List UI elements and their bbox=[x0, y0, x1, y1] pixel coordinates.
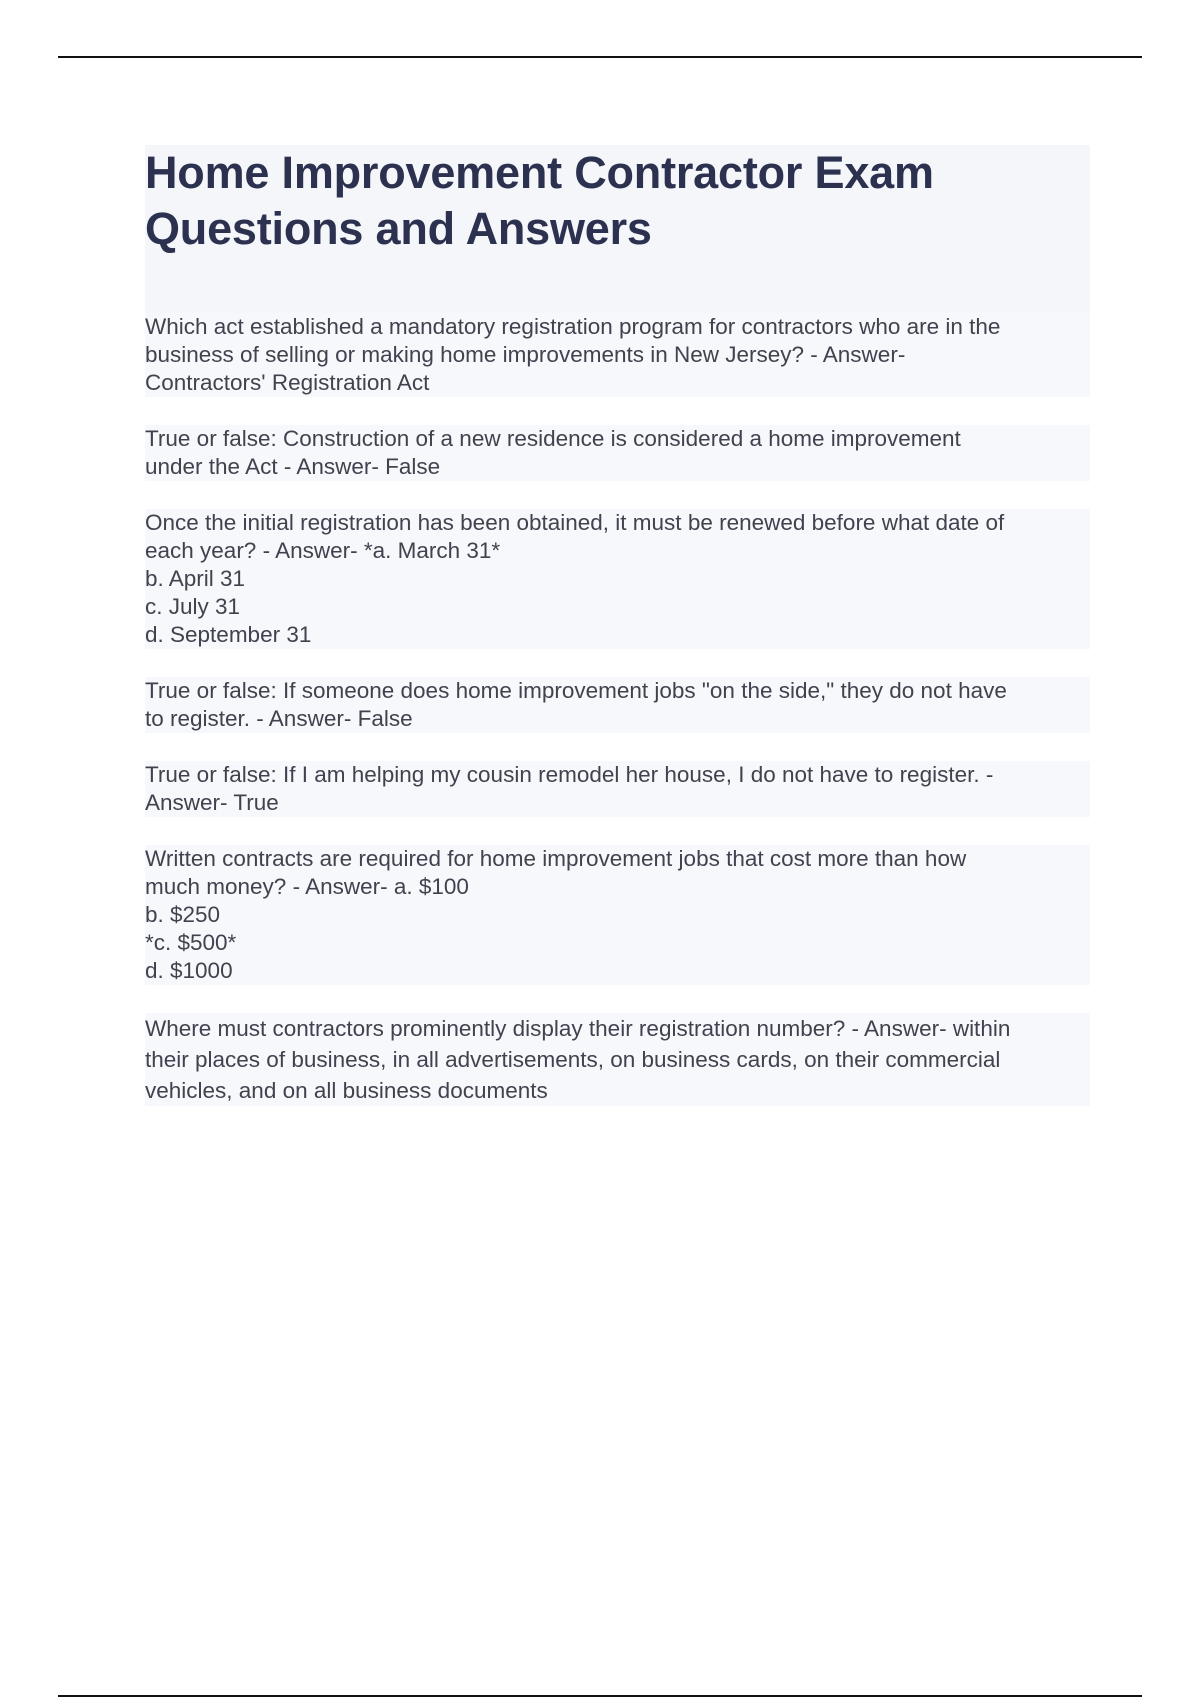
qa-line: under the Act - Answer- False bbox=[145, 454, 441, 479]
qa-list bbox=[145, 313, 1090, 1106]
qa-option: *c. $500* bbox=[145, 930, 237, 955]
qa-option: c. July 31 bbox=[145, 594, 241, 619]
qa-line: much money? - Answer- a. $100 bbox=[145, 874, 469, 899]
qa-item-3 bbox=[145, 509, 1090, 649]
qa-line: True or false: Construction of a new residence is considered a home improvement bbox=[145, 426, 961, 451]
page-top-rule bbox=[58, 56, 1142, 58]
qa-line: their places of business, in all advertisements, on business cards, on their commercial bbox=[145, 1047, 1001, 1072]
qa-item-6 bbox=[145, 845, 1090, 985]
qa-line: Where must contractors prominently display their registration number? - Answer- within bbox=[145, 1016, 1011, 1041]
qa-line: True or false: If I am helping my cousin remodel her house, I do not have to register. - bbox=[145, 762, 994, 787]
qa-item-5 bbox=[145, 761, 1090, 817]
qa-option: b. April 31 bbox=[145, 566, 246, 591]
title-block bbox=[145, 145, 1090, 313]
title-line-2: Questions and Answers bbox=[145, 203, 652, 254]
document-title bbox=[145, 145, 1090, 257]
qa-line: Written contracts are required for home improvement jobs that cost more than how bbox=[145, 846, 967, 871]
qa-line: Once the initial registration has been obtained, it must be renewed before what date of bbox=[145, 510, 1005, 535]
qa-line: True or false: If someone does home improvement jobs "on the side," they do not have bbox=[145, 678, 1007, 703]
document-body bbox=[145, 145, 1090, 1134]
qa-item-1 bbox=[145, 313, 1090, 397]
qa-line: vehicles, and on all business documents bbox=[145, 1078, 548, 1103]
qa-line: Which act established a mandatory registration program for contractors who are in the bbox=[145, 314, 1001, 339]
qa-option: d. $1000 bbox=[145, 958, 233, 983]
page-bottom-rule bbox=[58, 1695, 1142, 1697]
qa-line: to register. - Answer- False bbox=[145, 706, 413, 731]
title-line-1: Home Improvement Contractor Exam bbox=[145, 147, 934, 198]
qa-option: b. $250 bbox=[145, 902, 221, 927]
qa-line: business of selling or making home improvements in New Jersey? - Answer- bbox=[145, 342, 906, 367]
qa-item-2 bbox=[145, 425, 1090, 481]
qa-line: Answer- True bbox=[145, 790, 279, 815]
qa-item-7 bbox=[145, 1013, 1090, 1106]
qa-line: each year? - Answer- *a. March 31* bbox=[145, 538, 501, 563]
qa-item-4 bbox=[145, 677, 1090, 733]
qa-line: Contractors' Registration Act bbox=[145, 370, 430, 395]
qa-option: d. September 31 bbox=[145, 622, 312, 647]
